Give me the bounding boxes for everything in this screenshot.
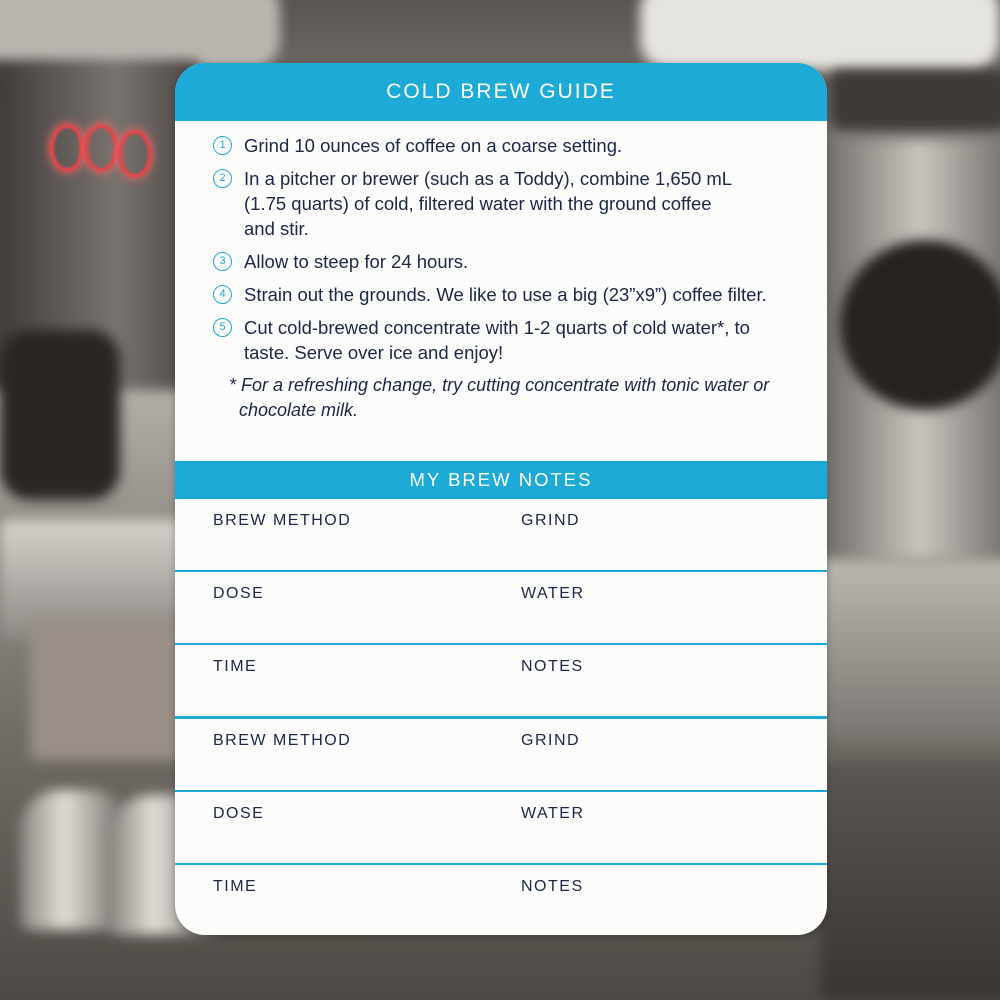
note-label-grind: GRIND <box>521 512 581 529</box>
step-number-icon: 3 <box>213 252 232 271</box>
background-counter <box>820 760 1000 1000</box>
step-number-icon: 1 <box>213 136 232 155</box>
step-item <box>213 282 795 307</box>
note-label-water: WATER <box>521 805 585 822</box>
background-grinder <box>840 240 1000 410</box>
step-item <box>213 133 795 158</box>
step-text: Strain out the grounds. We like to use a big (23”x9”) coffee filter. <box>244 284 767 305</box>
note-label-notes: NOTES <box>521 658 584 675</box>
note-row[interactable] <box>175 645 827 719</box>
note-row[interactable] <box>175 572 827 645</box>
background-dial <box>118 130 152 178</box>
step-text: Grind 10 ounces of coffee on a coarse setting. <box>244 135 623 156</box>
note-label-dose: DOSE <box>213 805 265 822</box>
step-number-icon: 4 <box>213 285 232 304</box>
background-dial <box>50 124 84 172</box>
background-drip-tray-right <box>820 560 1000 740</box>
background-tray <box>830 70 1000 130</box>
background-dial <box>84 124 118 172</box>
step-text: In a pitcher or brewer (such as a Toddy), combine 1,650 mL (1.75 quarts) of cold, filtered water with the ground coffee and stir. <box>244 168 732 239</box>
cold-brew-card <box>175 63 827 935</box>
steps-list <box>175 121 827 365</box>
note-label-time: TIME <box>213 878 258 895</box>
card-title: COLD BREW GUIDE <box>175 63 827 121</box>
step-text: Allow to steep for 24 hours. <box>244 251 469 272</box>
note-label-brew-method: BREW METHOD <box>213 732 352 749</box>
note-row[interactable] <box>175 719 827 792</box>
step-item <box>213 249 795 274</box>
note-row[interactable] <box>175 792 827 865</box>
step-number-icon: 5 <box>213 318 232 337</box>
step-item <box>213 315 795 365</box>
background-cups <box>640 0 1000 70</box>
note-label-time: TIME <box>213 658 258 675</box>
note-label-water: WATER <box>521 585 585 602</box>
footnote: * For a refreshing change, try cutting concentrate with tonic water or chocolate milk. <box>229 375 770 420</box>
step-number-icon: 2 <box>213 169 232 188</box>
step-item <box>213 166 795 241</box>
notes-title: MY BREW NOTES <box>175 461 827 499</box>
brew-notes-form <box>175 499 827 935</box>
background-portafilter <box>0 330 120 500</box>
note-label-grind: GRIND <box>521 732 581 749</box>
note-row[interactable] <box>175 499 827 572</box>
background-panel <box>30 620 190 760</box>
note-label-brew-method: BREW METHOD <box>213 512 352 529</box>
step-text: Cut cold-brewed concentrate with 1-2 quarts of cold water*, to taste. Serve over ice and enjoy! <box>244 317 750 363</box>
note-label-notes: NOTES <box>521 878 584 895</box>
note-label-dose: DOSE <box>213 585 265 602</box>
note-row[interactable] <box>175 865 827 935</box>
